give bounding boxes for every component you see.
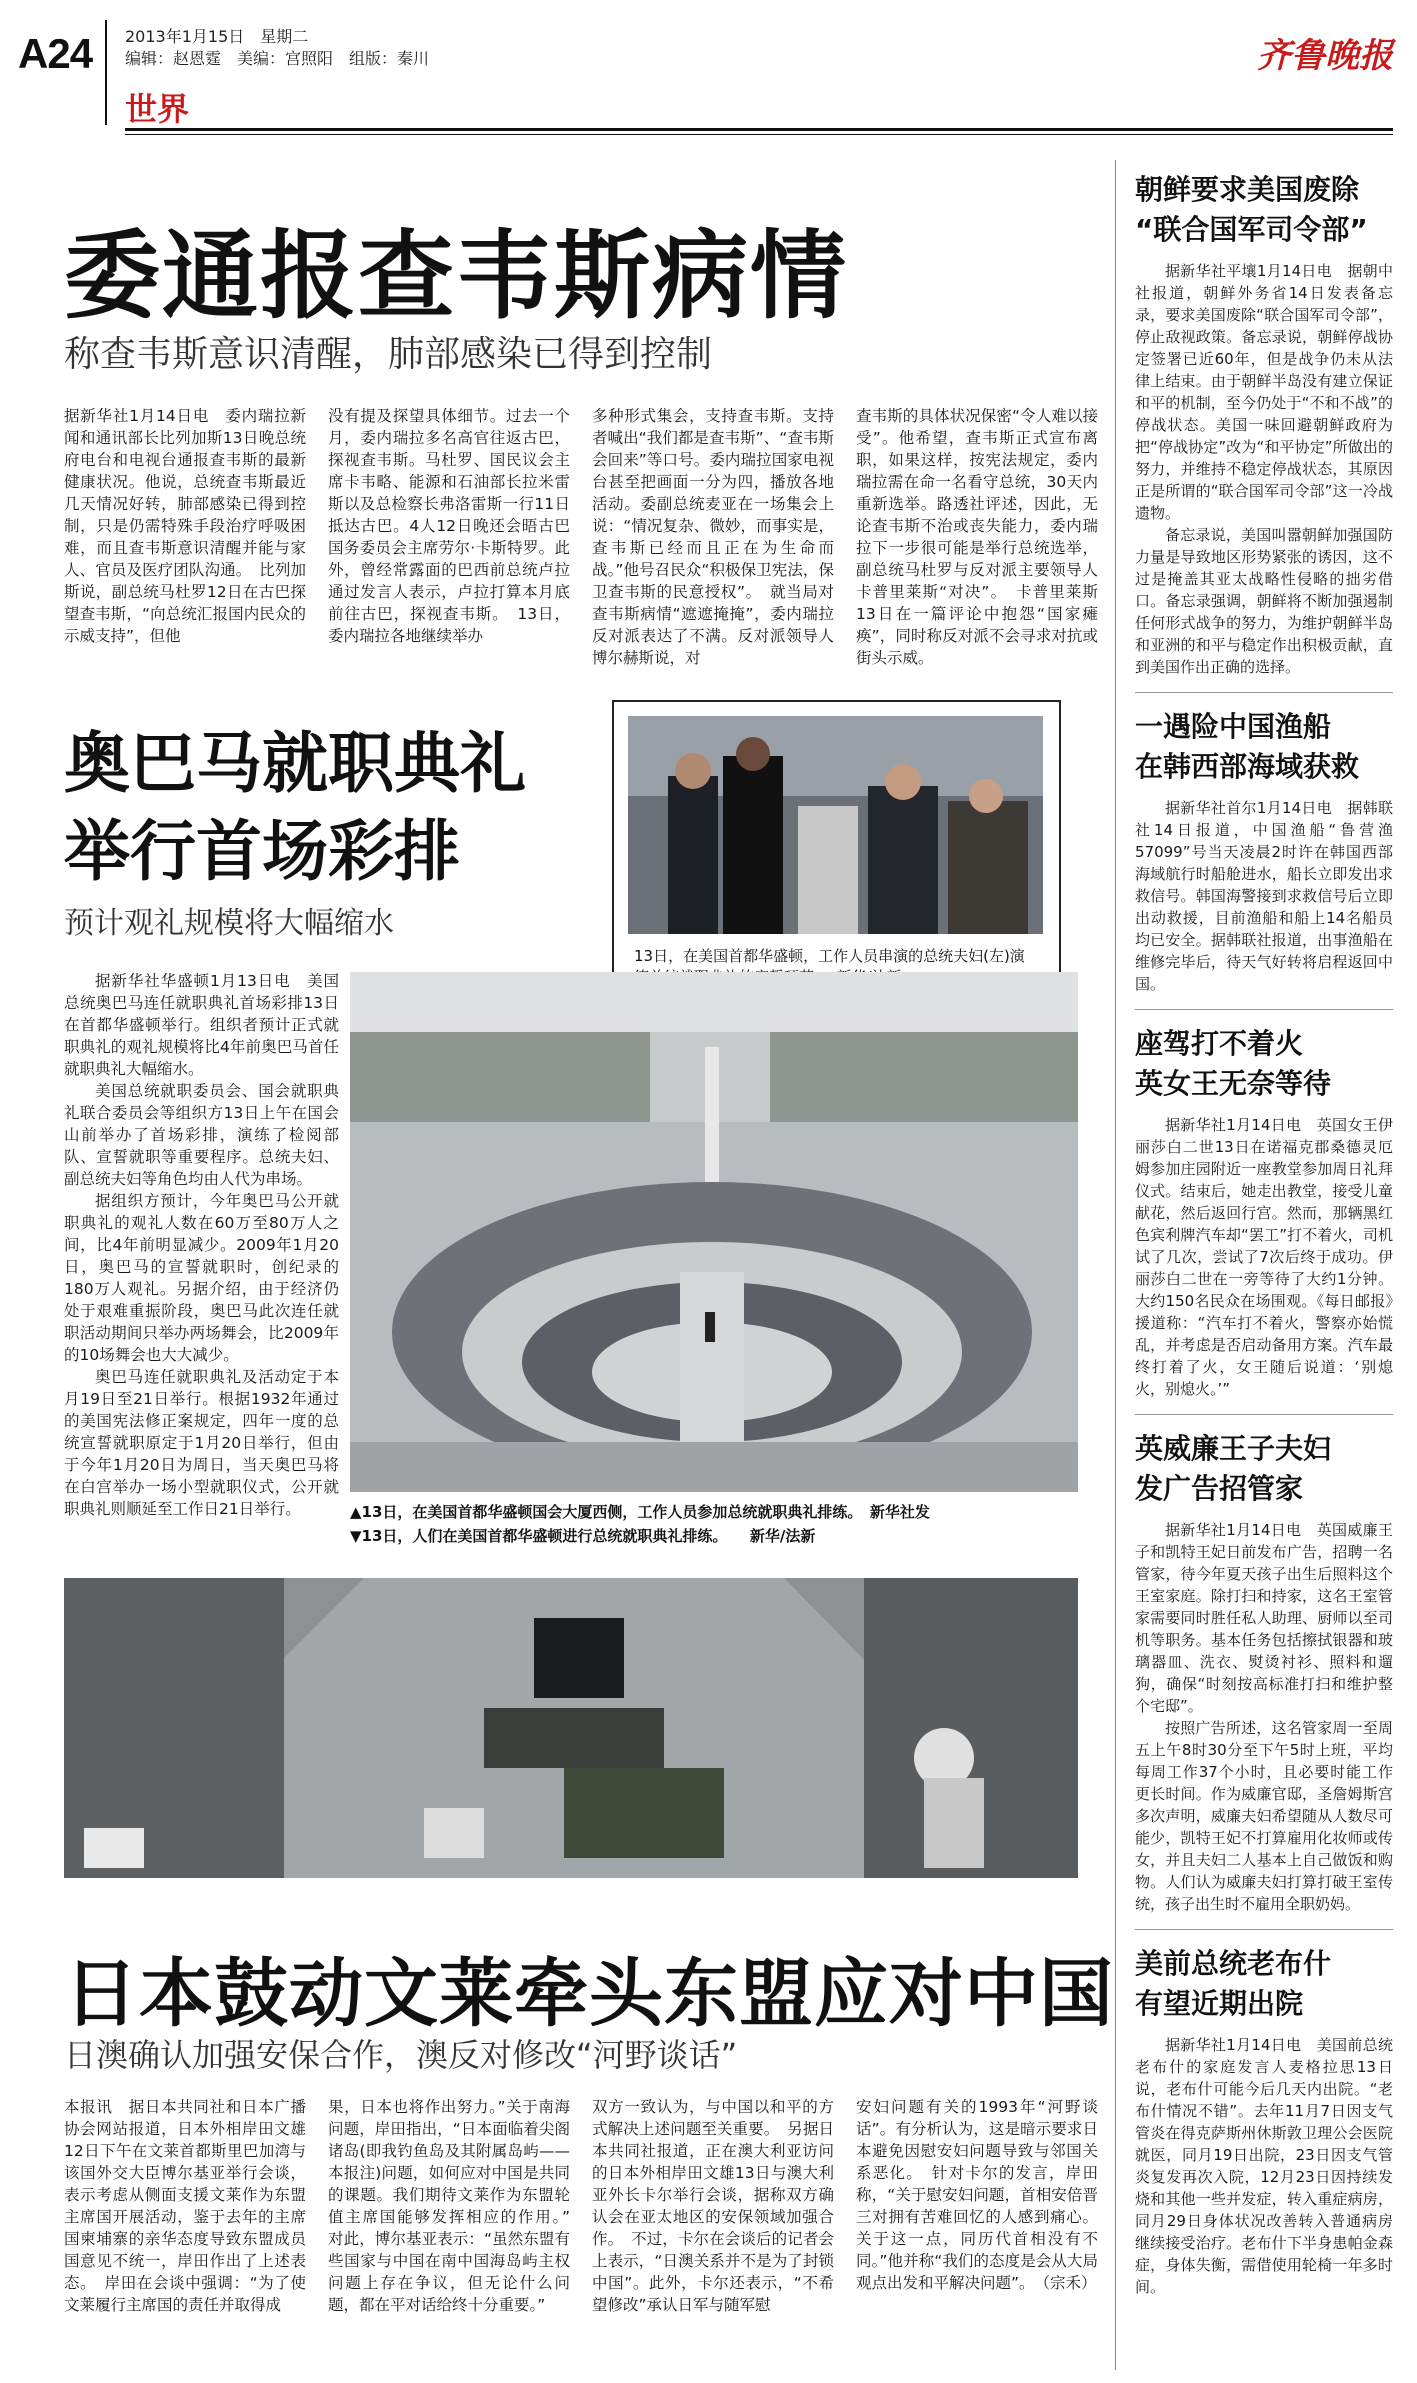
parade-photo-caption: ▼13日，人们在美国首都华盛顿进行总统就职典礼排练。 新华/法新: [350, 1527, 816, 1545]
story2-headline-line-1: 奥巴马就职典礼: [64, 725, 526, 802]
story1-col-1: 据新华社1月14日电 委内瑞拉新闻和通讯部长比列加斯13日晚总统府电台和电视台通报查韦斯的最新健康状况。他说，总统查韦斯最近几天情况好转，肺部感染已得到控制，只是仍需特殊手段治疗呼吸困难，而且查韦斯意识清醒并能与家人、官员及医疗团队沟通。 比列加斯说，副总统马杜罗12日在古巴探望查韦斯，“向总统汇报国内民众的示威支持”，但他: [64, 407, 306, 645]
parade-rehearsal-photo: [64, 1578, 1078, 1878]
sidebar-headline-line: 发广告招管家: [1135, 1472, 1304, 1505]
sidebar-story-4-body: [1135, 1519, 1393, 1915]
story2-headline: [64, 720, 526, 896]
sidebar-paragraph: 据新华社1月14日电 美国前总统老布什的家庭发言人麦格拉思13日说，老布什可能今后几天内出院。“老布什情况不错”。去年11月7日因支气管炎在得克萨斯州休斯敦卫理公会医院就医，同月19日出院，23日因支气管炎复发再次入院，12月23日因持续发烧和其他一些并发症，转入重症病房，同月29日身体状况改善转入普通病房继续接受治疗。老布什下半身患帕金森症，身体失衡，需借使用轮椅一年多时间。: [1135, 2036, 1393, 2296]
sidebar-divider: [1135, 692, 1393, 693]
header-rule: [125, 128, 1393, 131]
sidebar-paragraph: 据新华社1月14日电 英国女王伊丽莎白二世13日在诺福克郡桑德灵厄姆参加庄园附近一座教堂参加周日礼拜仪式。结束后，她走出教堂，接受儿童献花，然后返回行宫。然而，那辆黑红色宾利牌汽车却“罢工”打不着火，司机试了几次，尝试了7次后终于成功。伊丽莎白二世在一旁等待了大约1分钟。大约150名民众在场围观。《每日邮报》援道称：“汽车打不着火，警察亦始慌乱，并考虑是否启动备用方案。汽车最终打着了火，女王随后说道：‘别熄火，别熄火。’”: [1135, 1116, 1393, 1398]
rehearsal-oath-photo: [628, 716, 1043, 934]
story2-paragraph: 据组织方预计，今年奥巴马公开就职典礼的观礼人数在60万至80万人之间，比4年前明显减少。2009年1月20日，奥巴马的宣誓就职时，创纪录的180万人观礼。另据介绍，由于经济仍处于艰难重振阶段，奥巴马此次连任就职活动期间只举办两场舞会，比2009年的10场舞会也大大减少。: [64, 1192, 339, 1364]
parade-rehearsal-image: [64, 1578, 1078, 1878]
story2-headline-line-2: 举行首场彩排: [64, 813, 460, 890]
story2-subhead: 预计观礼规模将大幅缩水: [64, 906, 394, 941]
story3-col-1: 本报讯 据日本共同社和日本广播协会网站报道，日本外相岸田文雄12日下午在文莱首都斯里巴加湾与该国外交大臣博尔基亚举行会谈，表示考虑从侧面支援文莱作为东盟主席国开展活动，鉴于去年的主席国柬埔寨的亲华态度导致东盟成员国意见不统一，岸田作出了上述表态。 岸田在会谈中强调：“为了使文莱履行主席国的责任并取得成: [64, 2098, 306, 2314]
column-rule: [1115, 160, 1116, 2370]
story3-col-4: 安妇问题有关的1993年“河野谈话”。有分析认为，这是暗示要求日本避免因慰安妇问题导致与邻国关系恶化。 针对卡尔的发言，岸田称，“关于慰安妇问题，首相安倍晋三对拥有苦难回忆的人感到痛心。关于这一点，同历代首相没有不同。”他并称“我们的态度是会从大局观点出发和平解决问题”。 （宗禾）: [856, 2098, 1098, 2292]
story3-col-2: 果，日本也将作出努力。”关于南海问题，岸田指出，“日本面临着尖阁诸岛(即我钓鱼岛及其附属岛屿——本报注)问题，如何应对中国是共同的课题。我们期待文莱作为东盟轮值主席国能够发挥相应的作用。” 对此，博尔基亚表示：“虽然东盟有些国家与中国在南中国海岛屿主权问题上存在争议，但无论什么问题，都在平对话给终十分重要。”: [328, 2098, 586, 2314]
sidebar-headline-line: 朝鲜要求美国废除: [1135, 173, 1360, 206]
capitol-photo-caption: ▲13日，在美国首都华盛顿国会大厦西侧，工作人员参加总统就职典礼排练。 新华社发: [350, 1503, 930, 1521]
sidebar-paragraph: 据新华社平壤1月14日电 据朝中社报道，朝鲜外务省14日发表备忘录，要求美国废除“联合国军司令部”，停止敌视政策。备忘录说，朝鲜停战协定签署已近60年，但是战争仍未从法律上结束。由于朝鲜半岛没有建立保证和平的机制，至今仍处于“不和不战”的停战状态。美国一味回避朝鲜政府为把“停战协定”改为“和平协定”所做出的努力，并维持不稳定停战状态，其原因正是所谓的“联合国军司令部”这一冷战遗物。: [1135, 262, 1393, 522]
story3-col-3: 双方一致认为，与中国以和平的方式解决上述问题至关重要。 另据日本共同社报道，正在澳大利亚访问的日本外相岸田文雄13日与澳大利亚外长卡尔举行会谈，据称双方确认会在亚太地区的安保领域加强合作。 不过，卡尔在会谈后的记者会上表示，“日澳关系并不是为了封锁中国”。此外，卡尔还表示，“不希望修改”承认日军与随军慰: [592, 2098, 834, 2314]
story1-col-4: 查韦斯的具体状况保密“令人难以接受”。他希望，查韦斯正式宣布离职，如果这样，按宪法规定，委内瑞拉需在命一名看守总统，30天内重新选举。路透社评述，因此，无论查韦斯不治或丧失能力，委内瑞拉下一步很可能是举行总统选举，副总统马杜罗与反对派主要领导人卡普里莱斯“对决”。 卡普里莱斯13日在一篇评论中抱怨“国家瘫痪”，同时称反对派不会寻求对抗或街头示威。: [856, 407, 1098, 667]
sidebar-story-2-body: [1135, 797, 1393, 995]
header-divider: [105, 20, 107, 125]
callout-box: [612, 700, 1061, 1009]
story3-subhead: 日澳确认加强安保合作，澳反对修改“河野谈话”: [64, 2036, 738, 2074]
sidebar-headline-5: [1135, 1944, 1393, 2024]
sidebar-divider: [1135, 1009, 1393, 1010]
capitol-rehearsal-photo: [350, 972, 1078, 1492]
sidebar-story-5-body: [1135, 2034, 1393, 2298]
sidebar-headline-line: 一遇险中国渔船: [1135, 710, 1332, 743]
sidebar-headline-line: 英女王无奈等待: [1135, 1067, 1332, 1100]
story1-col-2: 没有提及探望具体细节。过去一个月，委内瑞拉多名高官往返古巴，探视查韦斯。马杜罗、国民议会主席卡韦略、能源和石油部长拉米雷斯以及总检察长弗洛雷斯一行11日抵达古巴。4人12日晚还会晤古巴国务委员会主席劳尔·卡斯特罗。此外，曾经常露面的巴西前总统卢拉通过发言人表示，卢拉打算本月底前往古巴，探视查韦斯。 13日，委内瑞拉各地继续举办: [328, 407, 570, 645]
sidebar-headline-line: 英威廉王子夫妇: [1135, 1432, 1332, 1465]
sidebar-headline-line: 有望近期出院: [1135, 1987, 1304, 2020]
sidebar-headline-4: [1135, 1429, 1393, 1509]
story2-paragraph: 美国总统就职委员会、国会就职典礼联合委员会等组织方13日上午在国会山前举办了首场彩排，演练了检阅部队、宣誓就职等重要程序。总统夫妇、副总统夫妇等角色均由人代为串场。: [64, 1082, 339, 1188]
story1-subhead: 称查韦斯意识清醒，肺部感染已得到控制: [64, 334, 713, 375]
header-rule-thin: [125, 134, 1393, 135]
sidebar-divider: [1135, 1414, 1393, 1415]
header-meta: [125, 26, 429, 70]
sidebar-headline-1: [1135, 170, 1393, 250]
sidebar-paragraph: 备忘录说，美国叫嚣朝鲜加强国防力量是导致地区形势紧张的诱因，这不过是掩盖其亚太战略性侵略的拙劣借口。备忘录强调，朝鲜将不断加强遏制任何形式战争的努力，为维护朝鲜半岛和亚洲的和平与稳定作出积极贡献，直到美国作出正确的选择。: [1135, 526, 1393, 676]
capitol-rehearsal-image: [350, 972, 1078, 1492]
story3-headline: 日本鼓动文莱牵头东盟应对中国: [64, 1951, 1114, 2037]
date-line: 2013年1月15日 星期二: [125, 27, 309, 46]
sidebar-headline-line: 美前总统老布什: [1135, 1947, 1332, 1980]
story2-paragraph: 奥巴马连任就职典礼及活动定于本月19日至21日举行。根据1932年通过的美国宪法修正案规定，四年一度的总统宣誓就职原定于1月20日举行，但由于今年1月20日为周日，当天奥巴马将在白宫举办一场小型就职仪式，公开就职典礼则顺延至工作日21日举行。: [64, 1368, 339, 1518]
sidebar-paragraph: 据新华社1月14日电 英国威廉王子和凯特王妃日前发布广告，招聘一名管家，待今年夏天孩子出生后照料这个王室家庭。除打扫和持家，这名王室管家需要同时胜任私人助理、厨师以至司机等职务。基本任务包括擦拭银器和玻璃器皿、洗衣、熨烫衬衫、照料和遛狗，确保“时刻按高标准打扫和维护整个宅邸”。: [1135, 1521, 1393, 1715]
masthead-logo: 齐鲁晚报: [1257, 36, 1393, 76]
story1-headline: 委通报查韦斯病情: [64, 220, 848, 332]
callout-caption: 13日，在美国首都华盛顿，工作人员串演的总统夫妇(左)演: [634, 947, 1025, 965]
sidebar-headline-line: 在韩西部海域获救: [1135, 750, 1360, 783]
editors-line: 编辑：赵恩霆 美编：宫照阳 组版：秦川: [125, 49, 430, 68]
story1-col-3: 多种形式集会，支持查韦斯。支持者喊出“我们都是查韦斯”、“查韦斯会回来”等口号。委内瑞拉国家电视台甚至把画面一分为四，播放各地活动。委副总统麦亚在一场集会上说：“情况复杂、微妙，而事实是，查韦斯已经而且正在为生命而战。”他号召民众“积极保卫宪法，保卫查韦斯的民意授权”。 就当局对查韦斯病情“遮遮掩掩”，委内瑞拉反对派表达了不满。反对派领导人博尔赫斯说，对: [592, 407, 834, 667]
sidebar-paragraph: 据新华社首尔1月14日电 据韩联社14日报道，中国渔船“鲁营渔57099”号当天凌晨2时许在韩国西部海域航行时船舱进水，船长立即发出求救信号。韩国海警接到求救信号后立即出动救援，目前渔船和船上14名船员均已安全。据韩联社报道，出事渔船在维修完毕后，待天气好转将启程返回中国。: [1135, 799, 1393, 993]
sidebar: [1135, 170, 1393, 2298]
sidebar-story-1-body: [1135, 260, 1393, 678]
sidebar-headline-3: [1135, 1024, 1393, 1104]
sidebar-story-3-body: [1135, 1114, 1393, 1400]
story2-body: [64, 970, 339, 1520]
sidebar-headline-2: [1135, 707, 1393, 787]
rehearsal-oath-image: [628, 716, 1043, 934]
sidebar-headline-line: “联合国军司令部”: [1135, 213, 1368, 246]
sidebar-paragraph: 按照广告所述，这名管家周一至周五上午8时30分至下午5时上班，平均每周工作37个小时，且必要时能工作更长时间。作为威廉官邸，圣詹姆斯宫多次声明，威廉夫妇希望随从人数尽可能少，凯特王妃不打算雇用化妆师或传女，并且夫妇二人基本上自己做饭和购物。人们认为威廉夫妇打算打破王室传统，孩子出生时不雇用全职奶妈。: [1135, 1719, 1393, 1913]
section-title: 世界: [125, 90, 190, 128]
sidebar-divider: [1135, 1929, 1393, 1930]
sidebar-headline-line: 座驾打不着火: [1135, 1027, 1304, 1060]
story2-paragraph: 据新华社华盛顿1月13日电 美国总统奥巴马连任就职典礼首场彩排13日在首都华盛顿举行。组织者预计正式就职典礼的观礼规模将比4年前奥巴马首任就职典礼大幅缩水。: [64, 972, 339, 1078]
page-number: A24: [18, 30, 93, 77]
